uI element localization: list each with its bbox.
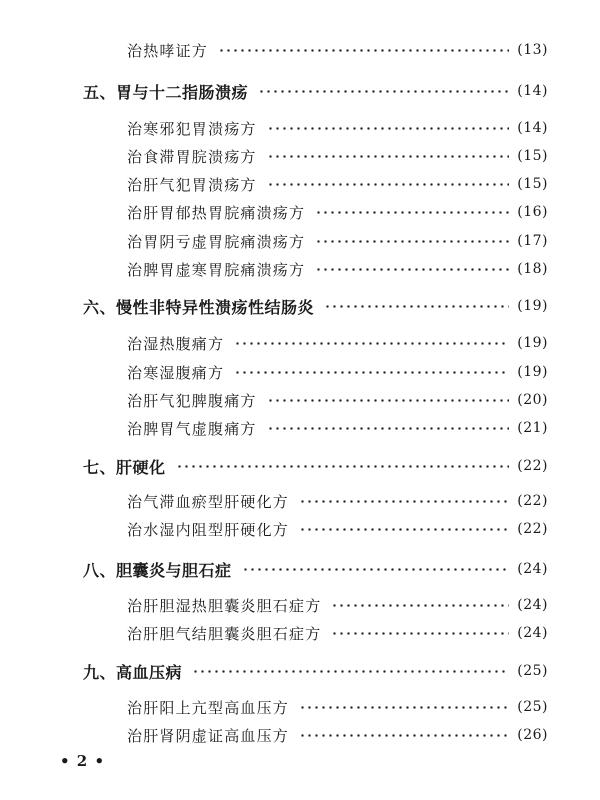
toc-section-page: (24)	[517, 561, 548, 577]
dot-leader	[315, 240, 509, 243]
dot-leader	[242, 568, 510, 571]
toc-entry-title: 治肝气犯脾腹痛方	[127, 391, 257, 410]
toc-section-title: 七、肝硬化	[83, 457, 166, 477]
dot-leader	[176, 465, 510, 468]
toc-entry	[127, 517, 548, 541]
toc-entry	[127, 360, 548, 384]
toc-entry-title: 治水湿内阻型肝硬化方	[127, 520, 290, 539]
toc-entry	[127, 38, 548, 62]
dot-leader	[331, 604, 509, 607]
toc-section-title: 九、高血压病	[83, 662, 183, 682]
toc-entry	[127, 621, 548, 645]
toc-entry	[127, 416, 548, 440]
dot-leader	[218, 49, 509, 52]
toc-entry-page: (19)	[517, 364, 548, 380]
toc-entry-page: (20)	[517, 392, 548, 408]
toc-entry	[127, 331, 548, 355]
dot-leader	[192, 670, 509, 673]
toc-entry-title: 治寒湿腹痛方	[127, 363, 225, 382]
dot-leader	[267, 183, 510, 186]
toc-entry-title: 治胃阴亏虚胃脘痛溃疡方	[127, 232, 306, 251]
dot-leader	[324, 305, 509, 308]
toc-entry	[127, 200, 548, 224]
dot-leader	[331, 632, 509, 635]
toc-entry-page: (18)	[517, 261, 548, 277]
toc-entry-title: 治肝气犯胃溃疡方	[127, 175, 257, 194]
toc-section-title: 六、慢性非特异性溃疡性结肠炎	[83, 297, 315, 317]
toc-entry-page: (24)	[517, 625, 548, 641]
toc-section-page: (19)	[517, 298, 548, 314]
toc-entry-page: (17)	[517, 233, 548, 249]
dot-leader	[267, 399, 510, 402]
toc-section-page: (22)	[517, 458, 548, 474]
toc-entry-title: 治肝胆气结胆囊炎胆石症方	[127, 624, 322, 643]
toc-section-heading	[83, 294, 548, 318]
dot-leader	[267, 427, 510, 430]
toc-entry-title: 治脾胃气虚腹痛方	[127, 419, 257, 438]
toc-entry	[127, 695, 548, 719]
toc-entry-page: (21)	[517, 420, 548, 436]
toc-entry	[127, 116, 548, 140]
toc-entry-page: (15)	[517, 176, 548, 192]
toc-entry	[127, 144, 548, 168]
toc-entry	[127, 257, 548, 281]
toc-entry-page: (22)	[517, 521, 548, 537]
toc-entry	[127, 229, 548, 253]
toc-entry-title: 治肝肾阴虚证高血压方	[127, 726, 290, 745]
dot-leader	[299, 734, 509, 737]
toc-section-heading	[83, 557, 548, 581]
page-number: • 2 •	[60, 752, 106, 770]
toc-entry-title: 治肝胃郁热胃脘痛溃疡方	[127, 203, 306, 222]
toc-entry	[127, 489, 548, 513]
dot-leader	[234, 342, 509, 345]
toc-entry-title: 治食滞胃脘溃疡方	[127, 147, 257, 166]
dot-leader	[234, 371, 509, 374]
toc-entry-page: (26)	[517, 727, 548, 743]
toc-section-page: (14)	[517, 83, 548, 99]
toc-entry-page: (13)	[517, 42, 548, 58]
dot-leader	[299, 706, 509, 709]
dot-leader	[258, 90, 509, 93]
toc-entry-title: 治热哮证方	[127, 41, 209, 60]
toc-entry-page: (19)	[517, 335, 548, 351]
toc-entry-title: 治脾胃虚寒胃脘痛溃疡方	[127, 260, 306, 279]
toc-section-page: (25)	[517, 663, 548, 679]
toc-entry-page: (22)	[517, 493, 548, 509]
toc-entry-title: 治湿热腹痛方	[127, 334, 225, 353]
toc-entry-page: (25)	[517, 699, 548, 715]
toc-section-title: 八、胆囊炎与胆石症	[83, 560, 232, 580]
toc-section-heading	[83, 454, 548, 478]
toc-entry-page: (16)	[517, 204, 548, 220]
dot-leader	[267, 155, 510, 158]
toc-section-heading	[83, 79, 548, 103]
dot-leader	[315, 211, 509, 214]
toc-entry-title: 治寒邪犯胃溃疡方	[127, 119, 257, 138]
toc-entry	[127, 593, 548, 617]
toc-entry	[127, 723, 548, 747]
toc-entry-page: (24)	[517, 597, 548, 613]
toc-entry-title: 治气滞血瘀型肝硬化方	[127, 492, 290, 511]
toc-entry-title: 治肝胆湿热胆囊炎胆石症方	[127, 596, 322, 615]
toc-entry-page: (15)	[517, 148, 548, 164]
dot-leader	[299, 528, 509, 531]
toc-section-heading	[83, 659, 548, 683]
dot-leader	[299, 500, 509, 503]
toc-entry-page: (14)	[517, 120, 548, 136]
toc-section-title: 五、胃与十二指肠溃疡	[83, 82, 249, 102]
dot-leader	[315, 268, 509, 271]
toc-entry	[127, 388, 548, 412]
dot-leader	[267, 127, 510, 130]
toc-entry	[127, 172, 548, 196]
toc-entry-title: 治肝阳上亢型高血压方	[127, 698, 290, 717]
